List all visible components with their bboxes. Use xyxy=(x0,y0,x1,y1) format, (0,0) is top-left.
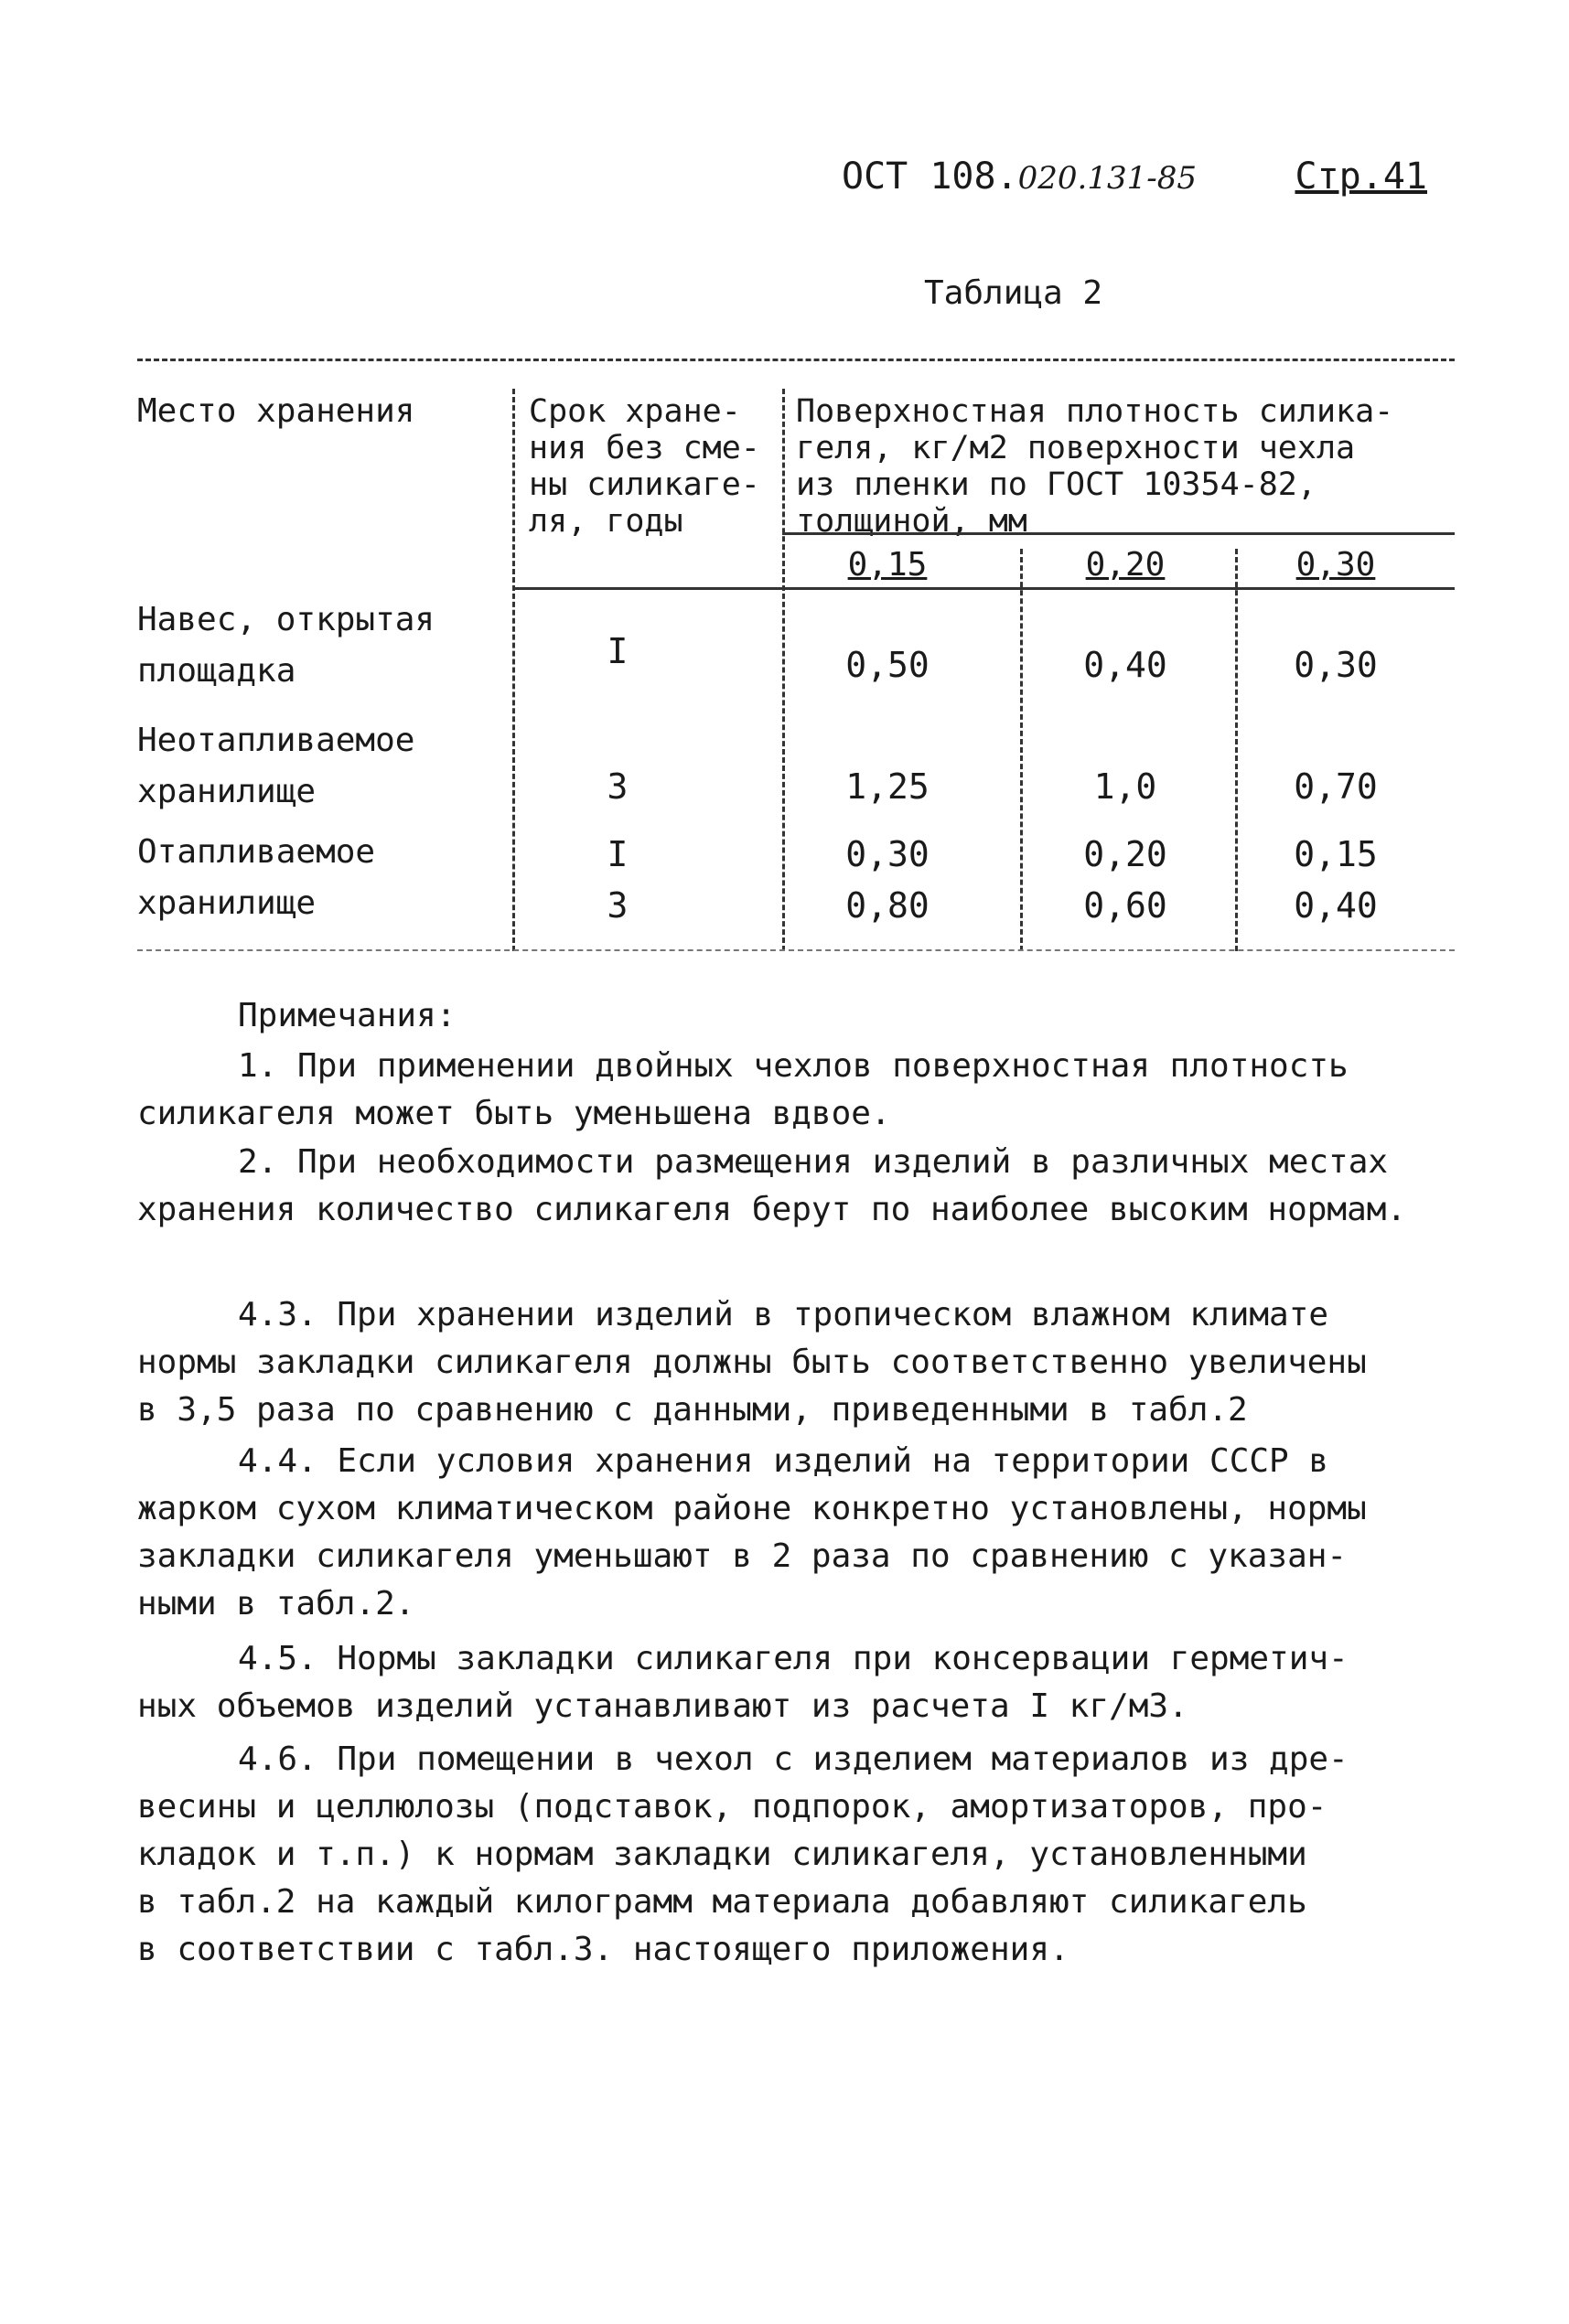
col-header-density: Поверхностная плотность силика- геля, кг/м2 поверхности чехла из пленки по ГОСТ 10354-82, толщиной, мм xyxy=(796,393,1394,540)
row-value: 0,60 xyxy=(1083,885,1167,926)
table-title: Таблица 2 xyxy=(924,274,1103,312)
row-value: 0,30 xyxy=(1294,645,1378,685)
row-years: 3 xyxy=(607,885,629,926)
row-value: 0,40 xyxy=(1294,885,1378,926)
row-place: Отапливаемое xyxy=(137,833,376,871)
section-4-6: 4.6. При помещении в чехол с изделием материалов из дре- весины и целлюлозы (подставок, подпорок, амортизаторов, про- кладок и т.п.) к нормам закладки силикагеля, установленными в табл.2 на каждый килограмм материала добавляют силикагель в соответствии с табл.3. настоящего приложения. xyxy=(137,1740,1349,1968)
col-divider-3 xyxy=(1020,549,1023,951)
row-value: 1,25 xyxy=(845,766,930,807)
section-4-3: 4.3. При хранении изделий в тропическом влажном климате нормы закладки силикагеля должны быть соответственно увеличены в 3,5 раза по сравнению с данными, приведенными в табл.2 xyxy=(137,1296,1367,1429)
row-years: I xyxy=(607,834,629,874)
col-header-years: Срок хране- ния без сме- ны силикаге- ля, годы xyxy=(529,393,760,540)
row-value: 1,0 xyxy=(1093,766,1157,807)
row-value: 0,50 xyxy=(845,645,930,685)
row-value: 0,40 xyxy=(1083,645,1167,685)
doc-code: ОСТ 108.020.131-85 xyxy=(842,155,1198,198)
table-bottom-rule xyxy=(137,949,1455,951)
row-years: 3 xyxy=(607,766,629,807)
table-top-rule xyxy=(137,359,1455,361)
row-place: Неотапливаемое хранилище xyxy=(137,722,415,810)
col-divider-4 xyxy=(1235,549,1238,951)
row-years: I xyxy=(607,631,629,671)
thickness-3: 0,30 xyxy=(1295,546,1376,584)
thickness-bottom-rule xyxy=(512,587,1455,590)
thickness-2: 0,20 xyxy=(1085,546,1166,584)
section-4-5: 4.5. Нормы закладки силикагеля при консервации герметич- ных объемов изделий устанавливают из расчета I кг/м3. xyxy=(137,1640,1349,1725)
row-place: Навес, открытая площадка xyxy=(137,601,435,690)
thickness-1: 0,15 xyxy=(847,546,928,584)
col-divider-1 xyxy=(512,389,515,951)
row-value: 0,80 xyxy=(845,885,930,926)
page-ref: Стр.41 xyxy=(1295,155,1427,198)
row-value: 0,20 xyxy=(1083,834,1167,874)
row-value: 0,15 xyxy=(1294,834,1378,874)
row-value: 0,30 xyxy=(845,834,930,874)
document-header xyxy=(842,155,1427,198)
row-place: хранилище xyxy=(137,884,317,922)
section-4-4: 4.4. Если условия хранения изделий на территории СССР в жарком сухом климатическом районе конкретно установлены, нормы закладки силикагеля уменьшают в 2 раза по сравнению с указан- ными в табл.2. xyxy=(137,1442,1367,1623)
row-value: 0,70 xyxy=(1294,766,1378,807)
note-item: 2. При необходимости размещения изделий в различных местах хранения количество силикагеля берут по наиболее высоким нормам. xyxy=(137,1143,1407,1228)
doc-code-handwritten: 020.131-85 xyxy=(1017,160,1198,197)
col-header-place: Место хранения xyxy=(137,392,415,430)
col-divider-2 xyxy=(782,389,785,951)
note-item: 1. При применении двойных чехлов поверхностная плотность силикагеля может быть уменьшена вдвое. xyxy=(137,1047,1349,1132)
notes-title: Примечания: xyxy=(238,997,457,1034)
thickness-top-rule xyxy=(782,532,1455,535)
